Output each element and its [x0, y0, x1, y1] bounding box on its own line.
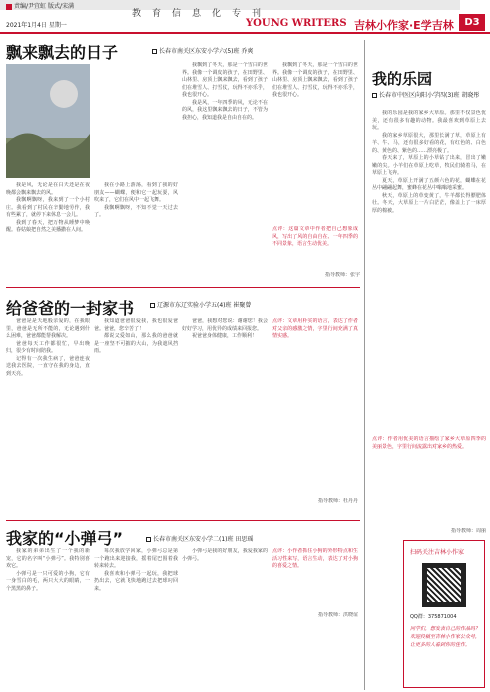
article3-paragraph: 祝爸爸身体健康，工作顺利！ [192, 333, 258, 339]
article1-paragraph: 我到了春天，把万物从睡梦中唤醒。春姑娘把自然之美播撒在人间。 [6, 219, 90, 233]
article4-paragraph: 我喜欢和小弹弓一起玩，我把球扔出去，它就飞快地跑过去把球叼回来。 [94, 570, 178, 592]
article2-byline [372, 90, 479, 99]
article3-col2 [94, 318, 178, 514]
article3-paragraph: 记得有一次我生病了，爸爸连夜送我去医院，一直守在我的身边，直到天亮。 [6, 355, 90, 377]
article3-title: 给爸爸的一封家书 [6, 299, 135, 318]
article1-photo-illustration [6, 64, 90, 178]
article2-paragraph: 秋天，草原上的草变黄了，牛羊都长得膘肥体壮。冬天，大草原上一片白茫茫，像盖上了一床厚厚的棉被。 [372, 192, 486, 214]
column-title: 吉林小作家·E学吉林 [354, 19, 454, 32]
article4-teacher-note: 点评：小作者抓住小狗的外形特点和生活习性来写，语言生动，表达了对小狗的喜爱之情。 [272, 548, 358, 569]
editor-info [6, 3, 74, 11]
article4-paragraph: 我家的弟弟出生了一个我的新宠，它的名字叫“小弹弓”。我特别喜欢它。 [6, 548, 90, 569]
square-icon [372, 93, 377, 98]
article4-col2 [94, 548, 178, 688]
article3-paragraph: 爸爸是是天地般亲爱的，在我眼里，爸爸是无所不能的，无论遇到什么困难，爸爸都能帮我解决。 [6, 318, 90, 339]
section-rule [6, 520, 360, 521]
article1-paragraph: 我飘到了冬天，那是一个雪白的世界。我像一个调皮的孩子，在田野里、山林里、房顶上飘来飘去，看到了孩子们在堆雪人、打雪仗，玩得不亦乐乎，我也很开心。 [182, 62, 268, 98]
article2-paragraph: 春天来了，草原上的小草钻了出来，冒出了嫩嫩的尖。小羊们在草原上吃草，牧民们骑着马，在草原上飞奔。 [372, 155, 486, 176]
article3-col3 [182, 318, 268, 514]
article1-teacher-note: 点评：这篇文章中作者把自己想象成风，写出了风的自由自在、一年四季的不同景象，语言生动优美。 [272, 226, 358, 247]
article2-paragraph: 我的乐园是我的家乡大草原。那里不仅景色优美，还有很多有趣的动物。我最喜欢到草原上去玩。 [372, 110, 486, 131]
article2-paragraph: 我的家乡草原很大，那里长满了草，草原上有羊、牛、马，还有很多好看的花，有红色的、白色的、黄色的、紫色的……漂亮极了。 [372, 132, 486, 154]
article4-byline [146, 534, 253, 543]
section-rule [6, 287, 360, 288]
ad-qq: QQ群：375871004 [410, 614, 457, 620]
editor-name: 责编/尹宜虹 [14, 3, 47, 10]
article2-body [372, 110, 486, 430]
article4-col1 [6, 548, 90, 688]
article1-title: 飘来飘去的日子 [6, 43, 119, 62]
article2-title: 我的乐园 [372, 70, 433, 88]
article2-paragraph: 夏天，草原上开满了五颜六色的花，蝴蝶在花丛中翩翩起舞，蜜蜂在花丛中嗡嗡地采蜜。 [372, 177, 486, 191]
qr-pattern [427, 568, 461, 602]
article1-paragraph: 我是风，一年四季的风，无论不在的风，我这里飘来飘去的日子，不管为我担心，我知道我是自由自在的。 [182, 99, 268, 121]
ad-text: 同学们，想发表自己的作品吗？欢迎投稿至吉林小作家公众号，让更多的人看到你的佳作。 [410, 626, 481, 648]
article1-col2 [94, 182, 178, 282]
issue-date [6, 20, 67, 29]
article3-byline [150, 300, 251, 309]
article1-paragraph: 我在小路上游荡，看到了我的好朋友——蝴蝶，便和它一起玩耍，风吹来了，它们在风中一起飞舞。 [94, 182, 178, 203]
date-text: 2021年1月4日 [6, 22, 47, 29]
article4-byline-text: 长春市南关区东安小学二(1)班 田思瑶 [153, 536, 254, 543]
article1-col4 [272, 62, 358, 222]
article1-paragraph: 我飘啊飘呀，我来到了一个小村庄。我看到了村民在辛勤地劳作，我有些累了，就停下来休息一会儿。 [6, 197, 90, 218]
article2-byline-text: 长春市中医区向阳小学四(3)班 胡晓彤 [379, 92, 480, 99]
article1-paragraph: 我是风，无论是在白天还是在夜晚都会飘来飘去的风。 [6, 182, 90, 196]
article4-paragraph: 每次我放学回家，小弹弓总是第一个跑出来迎接我，摇着尾巴围着我转来转去。 [94, 548, 178, 569]
article4-paragraph: 小弹弓是我的好朋友，我爱我家的小弹弓。 [182, 548, 268, 562]
article2-teacher: 指导教师：周丽 [450, 528, 486, 534]
article3-byline-text: 辽源市东辽实验小学五(4)班 崔聚曾 [157, 302, 252, 309]
article1-teacher: 指导教师：张宇 [324, 272, 360, 278]
masthead: 教育信息化专刊 [132, 9, 273, 19]
article3-teacher-note: 点评：文章用朴实的语言，表达了作者对父亲的感激之情，字里行间充满了真情实感。 [272, 318, 358, 339]
article3-paragraph: 爸爸每天工作都很忙，早出晚归，很少有时间陪我。 [6, 340, 90, 354]
column-divider [364, 40, 365, 690]
design-name: 版式/宋满 [47, 3, 74, 10]
article3-paragraph: 爸爸，我想对您说：谢谢您！我会好好学习，用优异的成绩来回报您。 [182, 318, 268, 332]
page-number: D3 [459, 14, 485, 31]
article1-byline-text: 长春市南关区东安小学六(5)班 乔爽 [159, 48, 254, 55]
square-icon [146, 537, 151, 542]
article1-col1 [6, 182, 90, 282]
article3-teacher: 指导教师：杜丹丹 [317, 498, 358, 504]
article2-teacher-note: 点评：作者用优美的语言描绘了家乡大草原四季的美丽景色，字里行间流露出对家乡的热爱。 [372, 436, 486, 450]
article1-photo [6, 64, 90, 178]
article4-title: 我家的“小弹弓” [6, 529, 124, 548]
article3-paragraph: 我知道爸爸很爱我，我也很爱爸爸。爸爸，您辛苦了！ [94, 318, 178, 332]
article4-col3 [182, 548, 268, 688]
article1-byline [152, 46, 253, 55]
newspaper-logo-icon [6, 4, 12, 10]
square-icon [152, 49, 157, 54]
article3-col1 [6, 318, 90, 514]
article4-paragraph: 小弹弓是一只可爱的小狗，它有一身雪白的毛，两只大大的眼睛，一个黑黑的鼻子。 [6, 570, 90, 592]
header-rule [0, 32, 490, 34]
article3-paragraph: 都说父爱如山，那么我的爸爸就是一座坚不可摧的大山，为我遮风挡雨。 [94, 333, 178, 354]
english-title: YOUNG WRITERS [246, 18, 347, 29]
qr-code-icon[interactable] [422, 563, 466, 607]
article4-teacher: 指导教师：洪晓谊 [317, 612, 358, 618]
article1-paragraph: 我飘啊飘呀，不知不觉一天过去了。 [94, 204, 178, 218]
qr-ad-box [403, 540, 485, 688]
article1-paragraph: 我飘到了冬天，那是一个雪白的世界。我像一个调皮的孩子，在田野里、山林里、房顶上飘来飘去，看到了孩子们在堆雪人、打雪仗，玩得不亦乐乎，我也很开心。 [272, 62, 358, 98]
article1-col3 [182, 62, 268, 284]
ad-title: 扫码关注吉林小作家 [410, 549, 465, 556]
square-icon [150, 303, 155, 308]
weekday-text: 星期一 [48, 22, 67, 29]
